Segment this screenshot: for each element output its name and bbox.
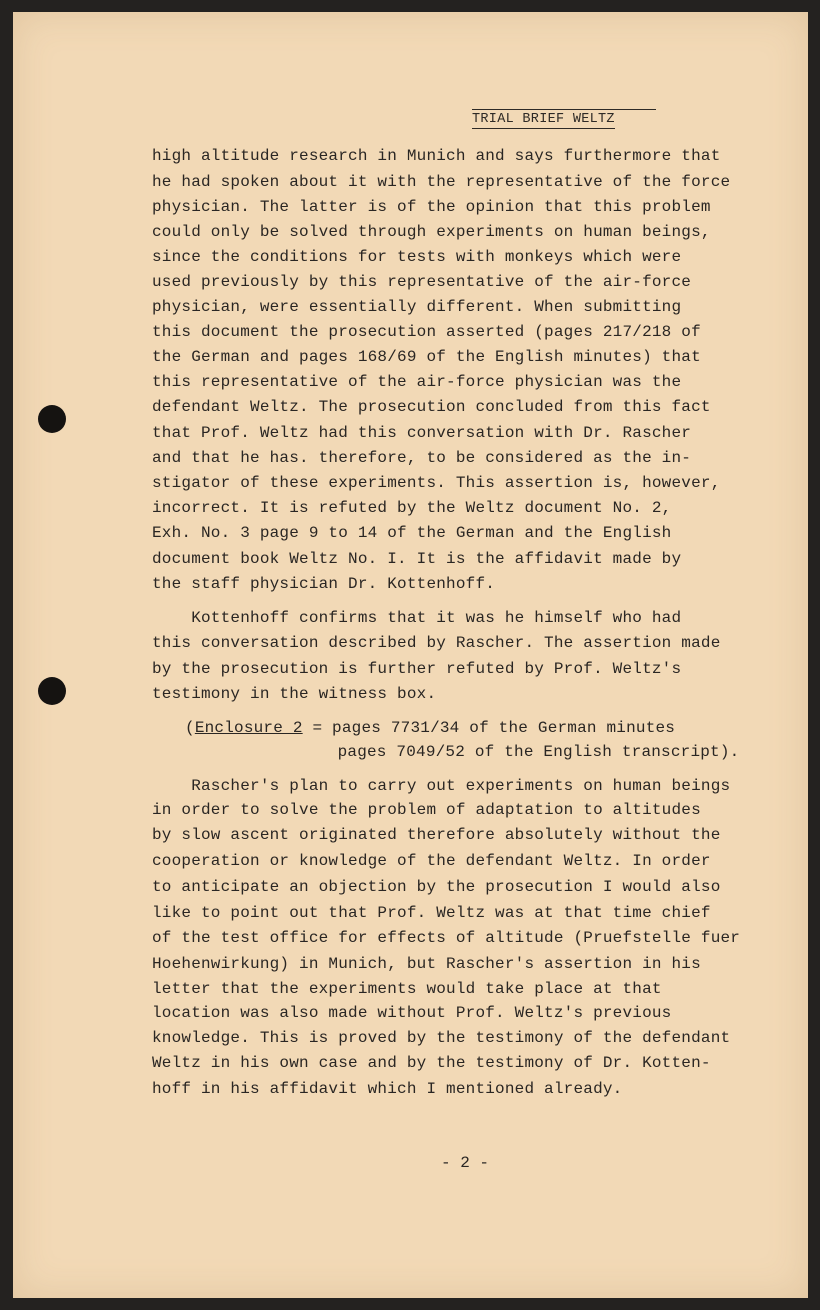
page-header: TRIAL BRIEF WELTZ	[472, 112, 615, 127]
text-line: letter that the experiments would take place at that	[152, 980, 662, 998]
text-line: like to point out that Prof. Weltz was at that time chief	[152, 904, 711, 922]
text-line: this representative of the air-force physician was the	[152, 373, 682, 391]
text-line: used previously by this representative of the air-force	[152, 273, 692, 291]
enclosure-label: Enclosure 2	[194, 719, 303, 737]
header-rule	[472, 109, 656, 110]
text-line: by the prosecution is further refuted by Prof. Weltz's	[152, 660, 682, 678]
text-line: Weltz in his own case and by the testimony of Dr. Kotten-	[152, 1054, 711, 1072]
text-line: this document the prosecution asserted (pages 217/218 of	[152, 323, 701, 341]
text-line: since the conditions for tests with monkeys which were	[152, 248, 682, 266]
text-line: in order to solve the problem of adaptation to altitudes	[152, 801, 701, 819]
text-line: of the test office for effects of altitude (Pruefstelle fuer	[152, 929, 741, 947]
text-line: Rascher's plan to carry out experiments on human beings	[152, 777, 731, 795]
text-line: defendant Weltz. The prosecution concluded from this fact	[152, 398, 711, 416]
text-line: that Prof. Weltz had this conversation with Dr. Rascher	[152, 424, 692, 442]
text-line: testimony in the witness box.	[152, 685, 437, 703]
text-line: he had spoken about it with the representative of the force	[152, 173, 731, 191]
enclosure-line-1: = pages 7731/34 of the German minutes	[312, 719, 676, 737]
text-line: the staff physician Dr. Kottenhoff.	[152, 575, 496, 593]
text-line: Exh. No. 3 page 9 to 14 of the German and the English	[152, 524, 672, 542]
punch-hole-top	[38, 405, 66, 433]
page-number: - 2 -	[441, 1154, 490, 1172]
text-line: the German and pages 168/69 of the English minutes) that	[152, 348, 701, 366]
text-line: document book Weltz No. I. It is the affidavit made by	[152, 550, 682, 568]
text-line: high altitude research in Munich and says furthermore that	[152, 147, 721, 165]
text-line: incorrect. It is refuted by the Weltz document No. 2,	[152, 499, 672, 517]
text-line: (Enclosure 2 = pages 7731/34 of the German minutes	[185, 719, 676, 737]
text-line: cooperation or knowledge of the defendant Weltz. In order	[152, 852, 711, 870]
text-line: physician, were essentially different. When submitting	[152, 298, 682, 316]
text-line: hoff in his affidavit which I mentioned already.	[152, 1080, 623, 1098]
text-line: by slow ascent originated therefore absolutely without the	[152, 826, 721, 844]
text-line: knowledge. This is proved by the testimony of the defendant	[152, 1029, 731, 1047]
text-line: Hoehenwirkung) in Munich, but Rascher's assertion in his	[152, 955, 701, 973]
text-line: and that he has. therefore, to be considered as the in-	[152, 449, 692, 467]
punch-hole-bottom	[38, 677, 66, 705]
text-line: could only be solved through experiments on human beings,	[152, 223, 711, 241]
text-line: stigator of these experiments. This assertion is, however,	[152, 474, 721, 492]
text-line: location was also made without Prof. Weltz's previous	[152, 1004, 672, 1022]
text-line: pages 7049/52 of the English transcript).	[318, 743, 740, 761]
text-line: Kottenhoff confirms that it was he himself who had	[152, 609, 682, 627]
text-line: to anticipate an objection by the prosecution I would also	[152, 878, 721, 896]
text-line: physician. The latter is of the opinion that this problem	[152, 198, 711, 216]
text-line: this conversation described by Rascher. The assertion made	[152, 634, 721, 652]
